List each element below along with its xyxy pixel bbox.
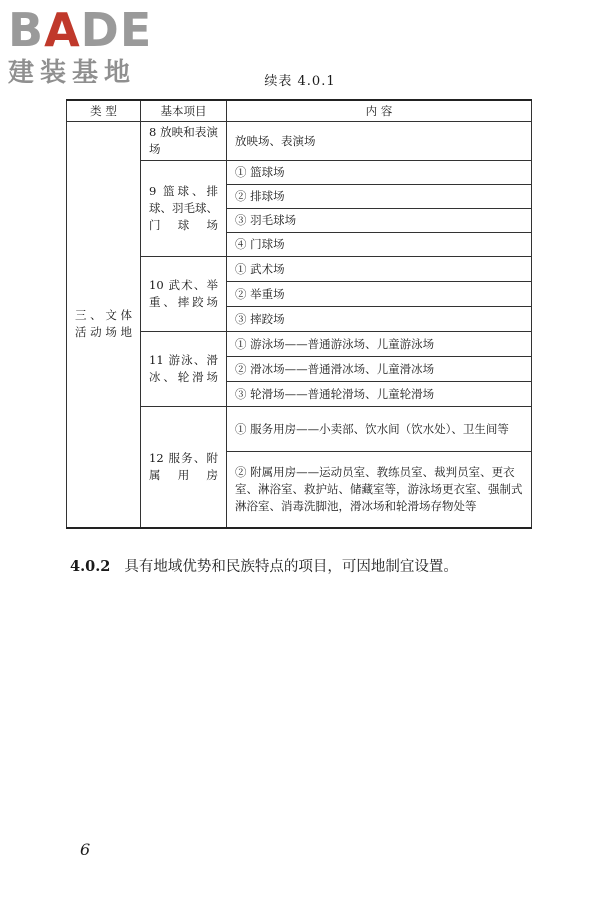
item-cell: 8 放映和表演场 xyxy=(141,122,227,161)
content-cell: ① 武术场 xyxy=(227,257,532,282)
table-header-row xyxy=(67,100,532,122)
type-cell: 三、文体活动场地 xyxy=(67,122,141,528)
content-cell: ① 游泳场——普通游泳场、儿童游泳场 xyxy=(227,332,532,357)
content-cell: 放映场、表演场 xyxy=(227,122,532,161)
content-cell: ② 排球场 xyxy=(227,185,532,209)
clause-number: 4.0.2 xyxy=(70,558,111,575)
content-cell: ② 举重场 xyxy=(227,282,532,307)
content-cell: ① 篮球场 xyxy=(227,161,532,185)
header-type: 类 型 xyxy=(67,100,141,122)
content-cell: ③ 羽毛球场 xyxy=(227,209,532,233)
logo-subtitle: 建装基地 xyxy=(8,58,137,88)
table-caption: 续表 4.0.1 xyxy=(264,74,336,89)
page-number: 6 xyxy=(80,840,91,859)
content-cell: ③ 轮滑场——普通轮滑场、儿童轮滑场 xyxy=(227,382,532,407)
content-cell: ③ 摔跤场 xyxy=(227,307,532,332)
content-cell: ② 附属用房——运动员室、教练员室、裁判员室、更衣室、淋浴室、救护站、储藏室等，游泳场更衣室、强制式淋浴室、消毒洗脚池，滑冰场和轮滑场存物处等 xyxy=(227,452,532,528)
header-content: 内 容 xyxy=(227,100,532,122)
header-item: 基本项目 xyxy=(141,100,227,122)
facility-table xyxy=(66,99,532,529)
clause-text: 具有地域优势和民族特点的项目，可因地制宜设置。 xyxy=(124,559,458,575)
logo-wordmark: BADE xyxy=(8,3,153,57)
table-row xyxy=(67,122,532,161)
content-cell: ① 服务用房——小卖部、饮水间（饮水处）、卫生间等 xyxy=(227,407,532,452)
item-cell: 9 篮球、排球、羽毛球、门球场 xyxy=(141,161,227,257)
item-cell: 10 武术、举重、摔跤场 xyxy=(141,257,227,332)
item-cell: 12 服务、附属用房 xyxy=(141,407,227,528)
content-cell: ② 滑冰场——普通滑冰场、儿童滑冰场 xyxy=(227,357,532,382)
content-cell: ④ 门球场 xyxy=(227,233,532,257)
clause-4-0-2 xyxy=(70,557,540,577)
item-cell: 11 游泳、滑冰、轮滑场 xyxy=(141,332,227,407)
